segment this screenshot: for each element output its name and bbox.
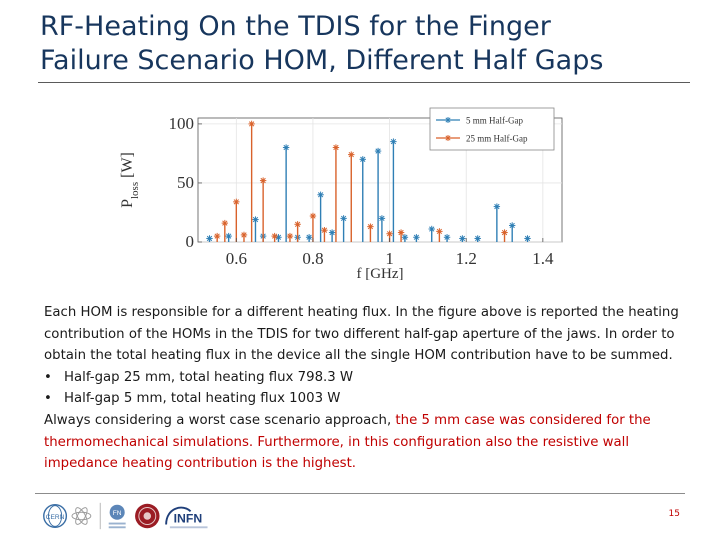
stem-marker [494,203,500,209]
hom-heating-chart [110,100,590,280]
y-axis-label: $P_{loss}$ [W] [119,152,141,208]
y-tick-label: 100 [168,113,194,133]
legend-marker [445,135,451,141]
x-tick-label: 1 [385,249,394,268]
stem-marker [436,228,442,234]
stem-marker [444,234,450,240]
bullet-item-1 [44,367,694,389]
legend-label: 25 mm Half-Gap [466,133,528,144]
stem-marker [287,233,293,239]
x-tick-label: 0.6 [225,249,247,268]
legend-marker [445,117,451,123]
x-tick-label: 1.2 [455,249,477,268]
stem-marker [317,192,323,198]
footer-rule [35,493,685,494]
stem-marker [398,229,404,235]
stem-marker [386,231,392,237]
fn-logo-text: FN [112,510,122,518]
stem-marker [340,215,346,221]
slide-title-line-1: RF-Heating On the TDIS for the Finger [40,11,551,42]
stem-marker [348,151,354,157]
stem-marker [475,235,481,241]
footer-logos [36,500,236,532]
atom-logo [72,506,91,526]
bullet-text-2: Half-gap 5 mm, total heating flux 1003 W [64,391,341,407]
slide-title [40,10,700,78]
stem-marker [222,220,228,226]
title-underline [38,82,690,83]
stem-marker [379,215,385,221]
cern-logo [44,505,67,528]
plot-legend [430,108,554,150]
stem-marker [306,234,312,240]
stem-marker [294,221,300,227]
infn-logo-text: INFN [173,511,203,526]
legend-label: 5 mm Half-Gap [466,115,523,126]
legend-box [430,108,554,150]
bullet-item-2 [44,388,694,410]
university-seal-logo [135,504,159,528]
x-tick-label: 0.8 [302,249,324,268]
stem-marker [413,234,419,240]
stem-marker [390,138,396,144]
x-tick-label: 1.4 [532,249,554,268]
stem-marker [367,223,373,229]
body-paragraph-2-highlight: the 5 mm case was considered for the thermomechanical simulations. Furthermore, in this configuration also the resistive wall impedance heating contribution is the highest. [44,412,651,472]
stem-marker [206,235,212,241]
x-axis-label: f [GHz] [356,266,404,280]
page-number: 15 [668,509,680,519]
y-tick-label: 50 [177,172,194,192]
bullet-text-1: Half-gap 25 mm, total heating flux 798.3 W [64,369,354,385]
slide-body [44,302,694,475]
stem-marker [509,222,515,228]
stem-marker [524,235,530,241]
fn-logo [109,505,126,529]
infn-logo [166,508,207,529]
stem-marker [214,233,220,239]
stem-marker [321,227,327,233]
body-paragraph-1: Each HOM is responsible for a different heating flux. In the figure above is reported the heating contribution of the HOMs in the TDIS for two different half-gap aperture of the jaws. In order to obtain the total heating flux in the device all the single HOM contribution have to be summed. [44,305,679,364]
bullet-marker: • [44,369,52,385]
stem-marker [283,144,289,150]
stem-marker [271,233,277,239]
stem-marker [225,233,231,239]
cern-logo-text: CERN [45,513,65,521]
stem-marker [241,232,247,238]
stem-marker [310,213,316,219]
stem-marker [333,144,339,150]
y-tick-label: 0 [185,232,194,251]
stem-marker [429,226,435,232]
stem-marker [233,199,239,205]
bullet-marker: • [44,391,52,407]
stem-marker [360,156,366,162]
stem-marker [329,229,335,235]
stem-marker [501,229,507,235]
stem-marker [402,234,408,240]
stem-marker [260,177,266,183]
slide-title-line-2: Failure Scenario HOM, Different Half Gaps [40,45,604,76]
body-paragraph-2-plain: Always considering a worst case scenario approach, [44,412,396,428]
stem-marker [252,216,258,222]
stem-marker [459,235,465,241]
stem-marker [375,148,381,154]
body-paragraph-2 [44,410,694,475]
stem-marker [248,121,254,127]
